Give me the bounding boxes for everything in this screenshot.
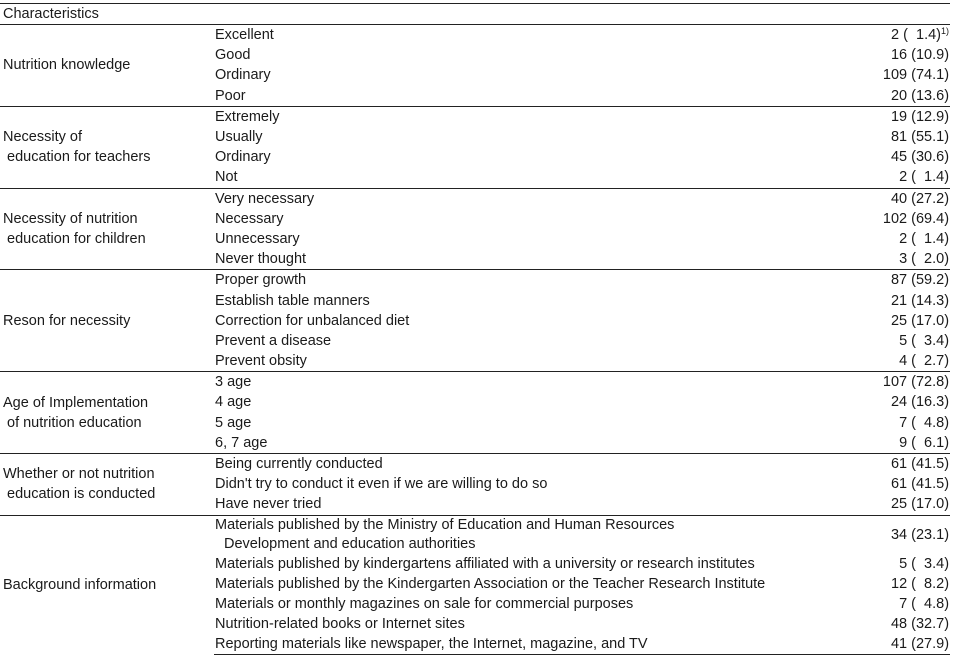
response-label: Materials published by the Ministry of Education and Human Resources [215,516,675,533]
count-percent-value: 48 (32.7) [890,616,950,633]
count-percent-cell [810,453,950,474]
response-label: Proper growth [215,272,307,289]
response-label-cell [214,127,810,147]
category-label: education for children [7,230,146,247]
response-label: Very necessary [215,190,315,207]
table-header-row [0,4,950,25]
category-label: Reson for necessity [3,312,131,329]
count-percent-cell [810,594,950,614]
table-row [0,25,950,46]
count-percent-cell [810,574,950,594]
table-row [0,515,950,554]
count-percent-cell [810,311,950,331]
response-label: Development and education authorities [224,535,476,552]
count-percent-value: 21 (14.3) [890,292,950,309]
count-percent-value: 3 ( 2.0) [899,251,950,268]
response-label-cell [214,331,810,351]
table-row [0,372,950,393]
response-label-cell [214,594,810,614]
count-percent-value: 41 (27.9) [890,636,950,653]
count-percent-value: 16 (10.9) [890,47,950,64]
response-label-cell [214,167,810,188]
response-label-cell [214,25,810,46]
count-percent-value: 20 (13.6) [890,87,950,104]
category-cell [0,515,214,655]
category-cell [0,270,214,372]
response-label-cell [214,413,810,433]
table-row [0,188,950,209]
category-cell [0,188,214,270]
response-label: Necessary [215,210,284,227]
count-percent-value: 40 (27.2) [890,190,950,207]
response-label: Unnecessary [215,230,300,247]
count-percent-value: 102 (69.4) [882,210,950,227]
count-percent-value: 45 (30.6) [890,149,950,166]
count-percent-cell [810,147,950,167]
response-label: Materials published by the Kindergarten Association or the Teacher Research Institute [215,575,766,592]
count-percent-value: 2 ( 1.4) [891,27,942,44]
characteristics-table [0,3,950,655]
count-percent-cell [810,188,950,209]
count-percent-value: 25 (17.0) [890,312,950,329]
response-label: Never thought [215,251,307,268]
count-percent-value: 24 (16.3) [890,394,950,411]
count-percent-cell [810,127,950,147]
response-label-cell [214,392,810,412]
response-label-cell [214,45,810,65]
response-label-cell [214,270,810,291]
count-percent-value: 109 (74.1) [882,67,950,84]
response-label: 6, 7 age [215,434,268,451]
header-title: Characteristics [0,4,950,25]
response-label-cell [214,106,810,127]
response-label: Didn't try to conduct it even if we are willing to do so [215,476,548,493]
response-label-cell [214,86,810,107]
category-label: education is conducted [7,486,156,503]
count-percent-cell [810,413,950,433]
response-label: Have never tried [215,496,322,513]
response-label: Ordinary [215,149,271,166]
response-label: Materials or monthly magazines on sale for commercial purposes [215,595,634,612]
count-percent-cell [810,351,950,372]
count-percent-value: 107 (72.8) [882,374,950,391]
response-label-cell [214,65,810,85]
response-label-cell [214,290,810,310]
count-percent-cell [810,167,950,188]
response-label-cell [214,574,810,594]
count-percent-cell [810,494,950,515]
count-percent-value: 87 (59.2) [890,272,950,289]
count-percent-value: 5 ( 3.4) [899,555,950,572]
response-label: Prevent a disease [215,332,332,349]
response-label: Usually [215,129,263,146]
category-label: Necessity of nutrition [3,210,138,227]
count-percent-value: 25 (17.0) [890,496,950,513]
response-label: Extremely [215,108,280,125]
count-percent-cell [810,249,950,270]
category-label: Whether or not nutrition [3,466,155,483]
count-percent-value: 34 (23.1) [890,526,950,543]
response-label-cell [214,188,810,209]
response-label: Nutrition-related books or Internet sites [215,616,465,633]
count-percent-cell [810,45,950,65]
count-percent-cell [810,65,950,85]
response-label: Establish table manners [215,292,370,309]
response-label: Prevent obsity [215,353,307,370]
count-percent-cell [810,474,950,494]
count-percent-cell [810,554,950,574]
category-label: of nutrition education [7,414,142,431]
response-label-cell [214,209,810,229]
category-cell [0,372,214,454]
count-percent-value: 61 (41.5) [890,476,950,493]
response-label: Being currently conducted [215,456,383,473]
response-label: Excellent [215,27,274,44]
response-label: 4 age [215,394,252,411]
count-percent-value: 4 ( 2.7) [899,353,950,370]
table-row [0,270,950,291]
response-label-cell [214,433,810,454]
count-percent-cell [810,106,950,127]
category-label: Age of Implementation [3,394,149,411]
response-label-cell [214,494,810,515]
response-label-cell [214,515,810,554]
footnote-marker: 1) [941,26,950,37]
response-label-cell [214,147,810,167]
characteristics-table-container [0,3,950,655]
response-label: 3 age [215,374,252,391]
count-percent-value: 2 ( 1.4) [899,230,950,247]
table-body [0,4,950,655]
count-percent-cell [810,614,950,634]
category-cell [0,25,214,107]
count-percent-value: 5 ( 3.4) [899,332,950,349]
count-percent-value: 81 (55.1) [890,129,950,146]
response-label: 5 age [215,414,252,431]
response-label-cell [214,229,810,249]
response-label-cell [214,614,810,634]
count-percent-value: 12 ( 8.2) [891,575,950,592]
response-label: Not [215,169,238,186]
category-label: Necessity of [3,129,82,146]
category-cell [0,106,214,188]
response-label: Poor [215,87,246,104]
response-label-cell [214,311,810,331]
count-percent-cell [810,372,950,393]
category-cell [0,453,214,515]
response-label-cell [214,351,810,372]
response-label: Reporting materials like newspaper, the Internet, magazine, and TV [215,636,648,653]
table-row [0,106,950,127]
count-percent-value: 7 ( 4.8) [899,595,950,612]
category-label: Background information [3,577,157,594]
count-percent-cell [810,209,950,229]
category-label: education for teachers [7,149,151,166]
count-percent-cell [810,392,950,412]
response-label: Ordinary [215,67,271,84]
count-percent-cell [810,515,950,554]
count-percent-cell [810,290,950,310]
count-percent-value: 19 (12.9) [890,108,950,125]
count-percent-value: 2 ( 1.4) [899,169,950,186]
response-label-cell [214,554,810,574]
response-label-cell [214,474,810,494]
response-label-cell [214,453,810,474]
count-percent-value: 9 ( 6.1) [899,434,950,451]
response-label-cell [214,372,810,393]
count-percent-cell [810,86,950,107]
count-percent-value: 7 ( 4.8) [899,414,950,431]
response-label: Correction for unbalanced diet [215,312,410,329]
table-row [0,453,950,474]
response-label: Good [215,47,251,64]
count-percent-cell [810,270,950,291]
count-percent-cell [810,331,950,351]
category-label: Nutrition knowledge [3,57,131,74]
count-percent-value: 61 (41.5) [890,456,950,473]
count-percent-cell [810,25,950,46]
count-percent-cell [810,433,950,454]
count-percent-cell [810,229,950,249]
response-label-cell [214,249,810,270]
response-label: Materials published by kindergartens affiliated with a university or research institutes [215,555,755,572]
